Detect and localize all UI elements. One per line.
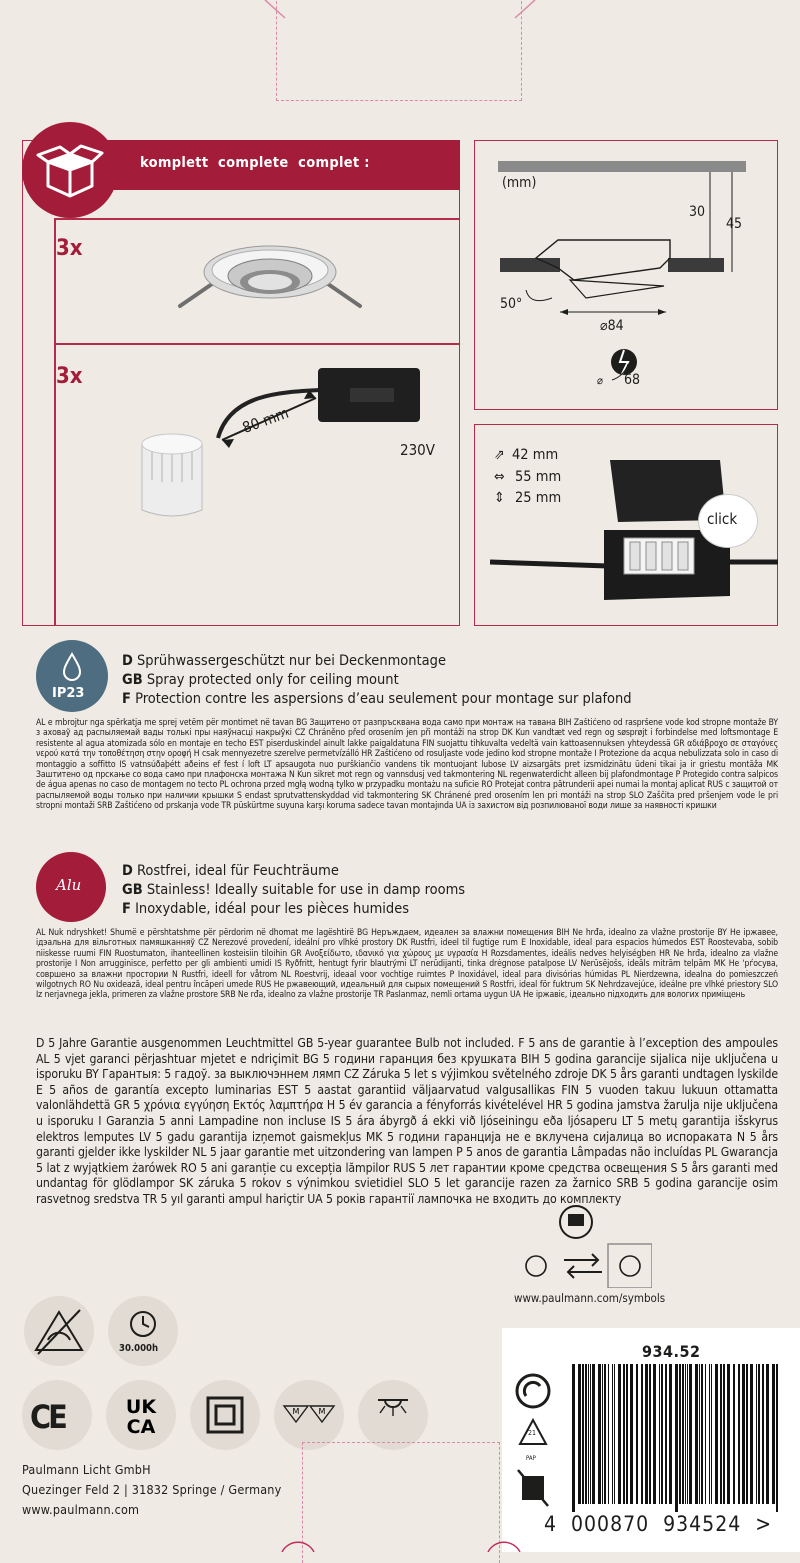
barcode-bar [645,1364,648,1504]
barcode-bar [649,1364,651,1504]
cutout-prefix: ⌀ [597,374,603,387]
length-icon: ⇗ [494,447,505,463]
barcode-bar [772,1364,775,1504]
company-info [22,1460,282,1520]
barcode-bar [695,1364,698,1504]
ip23-line-gb: Spray protected only for ceiling mount [146,672,399,688]
height-outer-label: 45 [726,216,743,232]
barcode-bar [701,1364,703,1504]
lifetime-badge [108,1296,178,1366]
ceiling-mount-icon [358,1380,428,1450]
svg-text:M: M [292,1407,300,1416]
company-address: Quezinger Feld 2 | 31832 Springe / Germany [22,1482,282,1497]
ip23-lines [122,652,782,709]
dieline-top-marks [255,0,545,20]
voltage-label: 230V [400,441,435,459]
ip23-translations: AL e mbrojtur nga spërkatja me sprej vetëm për montimet në tavan BG Защитено от разпръсквана вода само при монтаж на тавана BIH Zaštićeno od raspršene vode kod stropne montaže BY з аховаў ад распыляемай вады толькі пры наяўнасці накрыўкі CZ Chráněno před orosením jen při montáži na strop DK Kun vandtæt ved regn og søsprøjt i forbindelse med loftsmontage E resistente al agua atomizada sólo en montaje en techo EST piserduskindel ainult lakke paigaldatuna FIN suojattu tihkuvalta vedeltä vain kattoasennuksen yhteydessä GR αδιάβροχο σε σταγόνες νερού κατά την τοποθέτηση στην οροφή H csak mennyezetre szerelve permetvízálló HR Zaštićeno od rosuljaste vode jedino kod stropne montaže I Protezione da acqua nebulizzata solo in caso di montaggio a soffitto IS vatnsúðaþétt aðeins ef fest í loft LT apsaugota nuo purškiančio vandens tik montuojant lubose LV aizsargāts pret izsmidzinātu ūdeni tikai ja ir griestu montāža MK Заштитено од прскање со вода само при плафонска монтажа N Kun sikret mot regn og vannsdusj ved takmontering NL regenwaterdicht alleen bij plafondmontage P Protegido contra salpicos de água apenas no caso de montagem no tecto PL ochrona przed mgłą wodną tylko w przypadku montażu na suficie RO Protejat contra pătrunderii apei numai la montaj aplicat RUS с защитой от распыляемой воды только при наличии крышки S endast sprutvattenskyddad vid takmontering SK Chránené pred orosením len pri montáži na strop SLO Zaščita pred pršenjem vode le pri stropni montaži SRB Zaštićeno od prskanja vode TR püskürtme suyuna karşı koruma sadece tavan montajında UA із захистом від розпилюваної води лише за наявності кришки [36,718,778,812]
height-inner-label: 30 [689,204,706,220]
company-name: Paulmann Licht GmbH [22,1462,151,1477]
article-number: 934.52 [642,1342,701,1361]
ip23-line-d: Sprühwassergeschützt nur bei Deckenmontage [137,653,446,669]
ip23-badge [36,640,108,712]
water-drop-icon [36,640,108,712]
alu-translations: AL Nuk ndryshket! Shumë e përshtatshme për përdorim në dhomat me lagështirë BG Неръждаем, идеален за влажни помещения BIH Ne hrđa, idealno za vlažne prostorije BY Не іржавее, ідэальна для вільготных памяшканняў CZ Nerezové provedení, ideální pro vlhké prostory DK Rustfri, ideel til fugtige rum E Inoxidable, ideal para espacios húmedos EST Roostevaba, sobib niiskesse ruumi FIN Ruostumaton, ihanteellinen kosteisiin tiloihin GR Ανοξείδωτο, ιδανικό για χώρους με υγρασία H Rozsdamentes, ideális nedves helyiségben HR Ne hrđa, idealno za vlažne prostorije I Non arrugginisce, perfetto per gli ambienti umidi IS Ryðfritt, hentugt fyrir blautrými LT nerūdijanti, tinka drėgnose patalpose LV Nerūsējošs, ideāls mitrām telpām MK Не 'рѓосува, совршено за влажни простории N Rustfri, ideell for våtrom NL Roestvrij, ideaal voor vochtige ruimtes P Inoxidável, ideal para divisórias húmidas PL Nierdzewna, idealna do pomieszczeń wilgotnych RO Nu oxidează, ideal pentru încăperi umede RUS Не ржавеющий, идеальный для сырых помещений S Rostfri, ideal för fuktrum SK Nehrdzavejúce, ideálne pre vlhké priestory SLO Iz nerjavnega jekla, primeren za vlažne prostore SRB Ne rđa, idealno za vlažne prostorije TR Paslanmaz, nemli ortama uygun UA Не іржавіє, ідеально підходить для вологих приміщень [36,928,778,1001]
barcode-bar [723,1364,725,1504]
cable-length-label: 80 mm [240,403,292,437]
divider-2 [54,343,460,345]
barcode-bar [687,1364,688,1504]
barcode-bar [733,1364,735,1504]
alu-line-f: Inoxydable, idéal pour les pièces humides [135,901,410,917]
symbols-url: www.paulmann.com/symbols [514,1291,666,1305]
barcode-bar [604,1364,606,1504]
barcode-bar [630,1364,633,1504]
mm-mark-icon [274,1380,344,1450]
ip23-badge-text: IP23 [52,686,85,701]
barcode-bar [669,1364,672,1504]
barcode-bar [636,1364,638,1504]
junction-length: 42 mm [512,447,559,463]
barcode-bar [665,1364,667,1504]
dimmable-badge [24,1296,94,1366]
barcode-bar [602,1364,603,1504]
barcode-bar [578,1364,581,1504]
barcode-bar [756,1364,757,1504]
barcode-bar [623,1364,625,1504]
barcode-bar [618,1364,621,1504]
company-website: www.paulmann.com [22,1502,140,1517]
alu-badge-text: Alu [56,876,82,894]
item2-quantity: 3x [56,364,83,389]
barcode-bar [762,1364,764,1504]
mm-badge [274,1380,344,1450]
barcode-bar [582,1364,584,1504]
height-icon: ⇕ [494,490,505,506]
ukca-badge [106,1380,176,1450]
alu-line-gb: Stainless! Ideally suitable for use in damp rooms [146,882,466,898]
barcode-bar [572,1364,575,1512]
alu-line-d: Rostfrei, ideal für Feuchträume [137,863,339,879]
barcode-bar [608,1364,609,1504]
recycling-icons [510,1370,560,1520]
barcode-bar [746,1364,748,1504]
lang-code-d: D [122,863,133,879]
svg-text:CA: CA [126,1416,156,1438]
barcode-bar [750,1364,753,1504]
item1-quantity: 3x [56,236,83,261]
barcode-bar [720,1364,722,1504]
barcode-bar [598,1364,601,1504]
barcode-bar [592,1364,595,1504]
width-icon: ⇔ [494,469,505,485]
barcode-bar [715,1364,718,1504]
barcode-bar [776,1364,778,1512]
barcode-bar [705,1364,706,1504]
barcode-bar [711,1364,712,1504]
barcode-bar [661,1364,663,1504]
barcode-bar [682,1364,684,1504]
alu-lines [122,862,782,919]
barcode-bar [612,1364,613,1504]
ceiling-badge [358,1380,428,1450]
cutout-label: 68 [624,372,641,388]
barcode-bar [685,1364,686,1504]
barcode-bar [679,1364,681,1504]
svg-text:UK: UK [125,1396,157,1418]
click-label: click [707,510,738,528]
recycling-label: PAP [526,1455,536,1462]
junction-height: 25 mm [515,490,562,506]
lang-code-d: D [122,653,133,669]
ce-mark-icon: CE [30,1398,65,1436]
box-icon-circle [22,122,118,218]
contents-banner-text: komplett complete complet : [140,155,370,171]
barcode-bar [659,1364,660,1504]
barcode-bar [709,1364,710,1504]
diameter-label: ⌀84 [600,318,624,334]
recycling-code: 21 [528,1429,537,1437]
barcode-bar [626,1364,628,1504]
downlight-illustration [170,228,370,328]
lang-code-f: F [122,901,131,917]
lang-code-gb: GB [122,882,143,898]
barcode-bar [689,1364,692,1504]
package-icon [22,122,118,218]
replaceable-light-source-icon [512,1202,652,1288]
ip23-line-f: Protection contre les aspersions d’eau seulement pour montage sur plafond [135,691,632,707]
barcode-bar [727,1364,730,1504]
barcode-bar [742,1364,745,1504]
barcode-bar [641,1364,643,1504]
divider-1 [54,218,460,220]
barcode-bar [653,1364,656,1504]
dieline-bottom-marks [270,1526,532,1552]
lang-code-f: F [122,691,131,707]
guarantee-text: D 5 Jahre Garantie ausgenommen Leuchtmittel GB 5-year guarantee Bulb not included. F 5 ans de garantie à l’exception des ampoules AL 5 vjet garanci përjashtuar mjetet e ndriçimit BG 5 години гаранция без крушката BIH 5 godina garancije sijalica nije uključena u isporuku BY Гарантыя: 5 гадоў. за выключэннем лямп CZ Záruka 5 let s výjimkou světelného zdroje DK 5 års garanti undtagen lyskilde E 5 años de garantía excepto luminarias EST 5 aastat garantiid väljaarvatud valgusallikas FIN 5 vuoden takuu lukuun ottamatta valonlähdettä GR 5 χρόνια εγγύηση Εκτός λαμπτήρα H 5 év garancia a fényforrás kivételével HR 5 godina jamstva žarulja nije uključena u isporuku I Garanzia 5 anni Lampadine non incluse IS 5 ára ábyrgð á ekki við ljóseiningu eða ljósaperu LT 5 metų garantija išskyrus elektros lemputes LV 5 gadu garantija izņemot gaismekļus MK 5 години гаранција не е вклучена сијалица во испораката N 5 års garanti gjelder ikke lyskilder NL 5 jaar garantie met uitzondering van lampen P 5 anos de garantia Lâmpadas não incluídas PL Gwarancja 5 lat z wyjątkiem żarówek RO 5 ani garanție cu excepția lămpilor RUS 5 лет гарантии кроме средства освещения S 5 års garanti med undantag för glödlampor SK záruka 5 rokov s výnimkou svietidiel SLO 5 let garancije razen za žarnico SRB 5 godina garancije osim rasvetnog sredstva TR 5 yıl garanti ampul hariçtir UA 5 років гарантії лампочка не входить до комплекту [36,1036,778,1206]
barcode-bar [585,1364,587,1504]
ean-digits: 4 000870 934524 > [544,1512,773,1536]
lifetime-label: 30.000h [119,1343,159,1354]
no-dim-icon [24,1296,94,1366]
divider-vert [54,218,56,626]
tilt-label: 50° [500,296,523,312]
junction-width: 55 mm [515,469,562,485]
class-ii-insulation-icon [190,1380,260,1450]
barcode-bar [588,1364,589,1504]
svg-text:M: M [318,1407,326,1416]
barcode-bar [699,1364,700,1504]
barcode-bar [738,1364,740,1504]
barcode-bar [675,1364,678,1512]
clock-icon [108,1296,178,1366]
barcode-bar [590,1364,591,1504]
ean-barcode [570,1364,782,1512]
barcode-bar [766,1364,769,1504]
barcode-bar [614,1364,615,1504]
unit-label: (mm) [502,175,537,191]
class2-badge [190,1380,260,1450]
ukca-mark-icon [106,1380,176,1450]
barcode-bar [758,1364,760,1504]
lang-code-gb: GB [122,672,143,688]
